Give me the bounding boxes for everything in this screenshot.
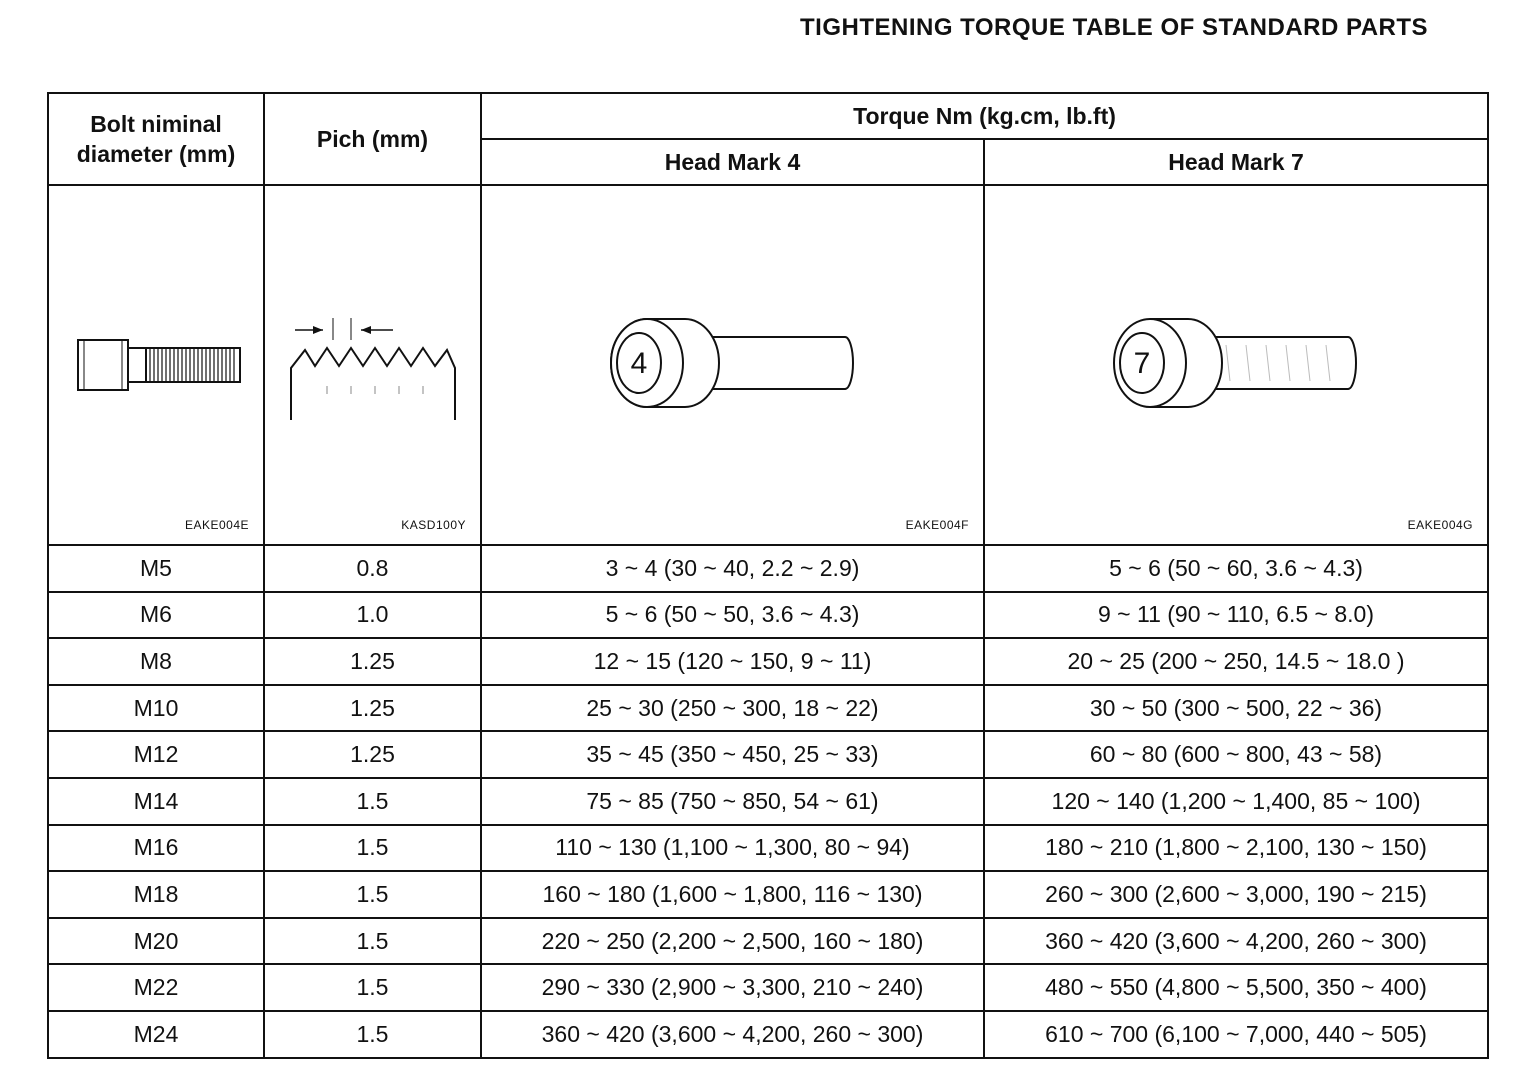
thread-pitch-icon [283, 310, 463, 420]
pitch-cell: 1.5 [264, 871, 481, 918]
illustration-row [48, 185, 1488, 545]
head-mark-4-illustration-cell [481, 185, 984, 545]
pitch-cell: 1.5 [264, 778, 481, 825]
head-mark-7-image-code: EAKE004G [1407, 518, 1474, 532]
bolt-head-mark-4-icon [603, 315, 863, 415]
torque-header: Torque Nm (kg.cm, lb.ft) [481, 93, 1488, 139]
size-cell: M18 [48, 871, 264, 918]
table-row [48, 918, 1488, 965]
head-mark-7-cell: 360 ~ 420 (3,600 ~ 4,200, 260 ~ 300) [984, 918, 1488, 965]
head-mark-7-illustration-cell [984, 185, 1488, 545]
table-row [48, 778, 1488, 825]
table-row [48, 731, 1488, 778]
head-mark-7-cell: 180 ~ 210 (1,800 ~ 2,100, 130 ~ 150) [984, 825, 1488, 872]
table-row [48, 964, 1488, 1011]
size-cell: M22 [48, 964, 264, 1011]
table-row [48, 1011, 1488, 1058]
pitch-image-code: KASD100Y [401, 518, 466, 532]
head-mark-4-cell: 160 ~ 180 (1,600 ~ 1,800, 116 ~ 130) [481, 871, 984, 918]
table-row [48, 638, 1488, 685]
pitch-cell: 1.25 [264, 685, 481, 732]
diameter-header: Bolt niminal diameter (mm) [48, 93, 264, 185]
head-mark-4-image-code: EAKE004F [905, 518, 969, 532]
head-mark-4-cell: 5 ~ 6 (50 ~ 50, 3.6 ~ 4.3) [481, 592, 984, 639]
head-mark-7-label: 7 [1133, 347, 1151, 380]
head-mark-4-cell: 290 ~ 330 (2,900 ~ 3,300, 210 ~ 240) [481, 964, 984, 1011]
head-mark-4-cell: 110 ~ 130 (1,100 ~ 1,300, 80 ~ 94) [481, 825, 984, 872]
pitch-cell: 1.0 [264, 592, 481, 639]
torque-table [47, 92, 1489, 1059]
head-mark-4-cell: 35 ~ 45 (350 ~ 450, 25 ~ 33) [481, 731, 984, 778]
size-cell: M5 [48, 545, 264, 592]
head-mark-7-cell: 30 ~ 50 (300 ~ 500, 22 ~ 36) [984, 685, 1488, 732]
head-mark-7-cell: 480 ~ 550 (4,800 ~ 5,500, 350 ~ 400) [984, 964, 1488, 1011]
table-row [48, 685, 1488, 732]
head-mark-4-cell: 25 ~ 30 (250 ~ 300, 18 ~ 22) [481, 685, 984, 732]
pitch-cell: 0.8 [264, 545, 481, 592]
size-cell: M12 [48, 731, 264, 778]
head-mark-4-cell: 220 ~ 250 (2,200 ~ 2,500, 160 ~ 180) [481, 918, 984, 965]
head-mark-4-cell: 3 ~ 4 (30 ~ 40, 2.2 ~ 2.9) [481, 545, 984, 592]
pitch-cell: 1.25 [264, 638, 481, 685]
pitch-header: Pich (mm) [264, 93, 481, 185]
bolt-head-mark-7-icon [1106, 315, 1366, 415]
head-mark-7-cell: 5 ~ 6 (50 ~ 60, 3.6 ~ 4.3) [984, 545, 1488, 592]
head-mark-7-cell: 610 ~ 700 (6,100 ~ 7,000, 440 ~ 505) [984, 1011, 1488, 1058]
pitch-cell: 1.5 [264, 825, 481, 872]
head-mark-7-cell: 60 ~ 80 (600 ~ 800, 43 ~ 58) [984, 731, 1488, 778]
page-title: TIGHTENING TORQUE TABLE OF STANDARD PARTS [800, 14, 1429, 41]
pitch-cell: 1.25 [264, 731, 481, 778]
table-row [48, 592, 1488, 639]
head-mark-4-cell: 360 ~ 420 (3,600 ~ 4,200, 260 ~ 300) [481, 1011, 984, 1058]
table-row [48, 871, 1488, 918]
size-cell: M16 [48, 825, 264, 872]
pitch-cell: 1.5 [264, 1011, 481, 1058]
table-row [48, 545, 1488, 592]
head-mark-4-cell: 12 ~ 15 (120 ~ 150, 9 ~ 11) [481, 638, 984, 685]
head-mark-4-header: Head Mark 4 [481, 139, 984, 185]
head-mark-7-cell: 260 ~ 300 (2,600 ~ 3,000, 190 ~ 215) [984, 871, 1488, 918]
head-mark-7-cell: 120 ~ 140 (1,200 ~ 1,400, 85 ~ 100) [984, 778, 1488, 825]
size-cell: M8 [48, 638, 264, 685]
size-cell: M24 [48, 1011, 264, 1058]
bolt-icon [66, 330, 246, 400]
bolt-illustration-cell [48, 185, 264, 545]
head-mark-4-cell: 75 ~ 85 (750 ~ 850, 54 ~ 61) [481, 778, 984, 825]
pitch-illustration-cell [264, 185, 481, 545]
head-mark-7-cell: 9 ~ 11 (90 ~ 110, 6.5 ~ 8.0) [984, 592, 1488, 639]
pitch-cell: 1.5 [264, 964, 481, 1011]
size-cell: M14 [48, 778, 264, 825]
bolt-image-code: EAKE004E [184, 518, 249, 532]
head-mark-7-cell: 20 ~ 25 (200 ~ 250, 14.5 ~ 18.0 ) [984, 638, 1488, 685]
table-row [48, 825, 1488, 872]
head-mark-7-header: Head Mark 7 [984, 139, 1488, 185]
size-cell: M20 [48, 918, 264, 965]
size-cell: M6 [48, 592, 264, 639]
size-cell: M10 [48, 685, 264, 732]
pitch-cell: 1.5 [264, 918, 481, 965]
head-mark-4-label: 4 [630, 347, 647, 380]
header-row-1 [48, 93, 1488, 139]
